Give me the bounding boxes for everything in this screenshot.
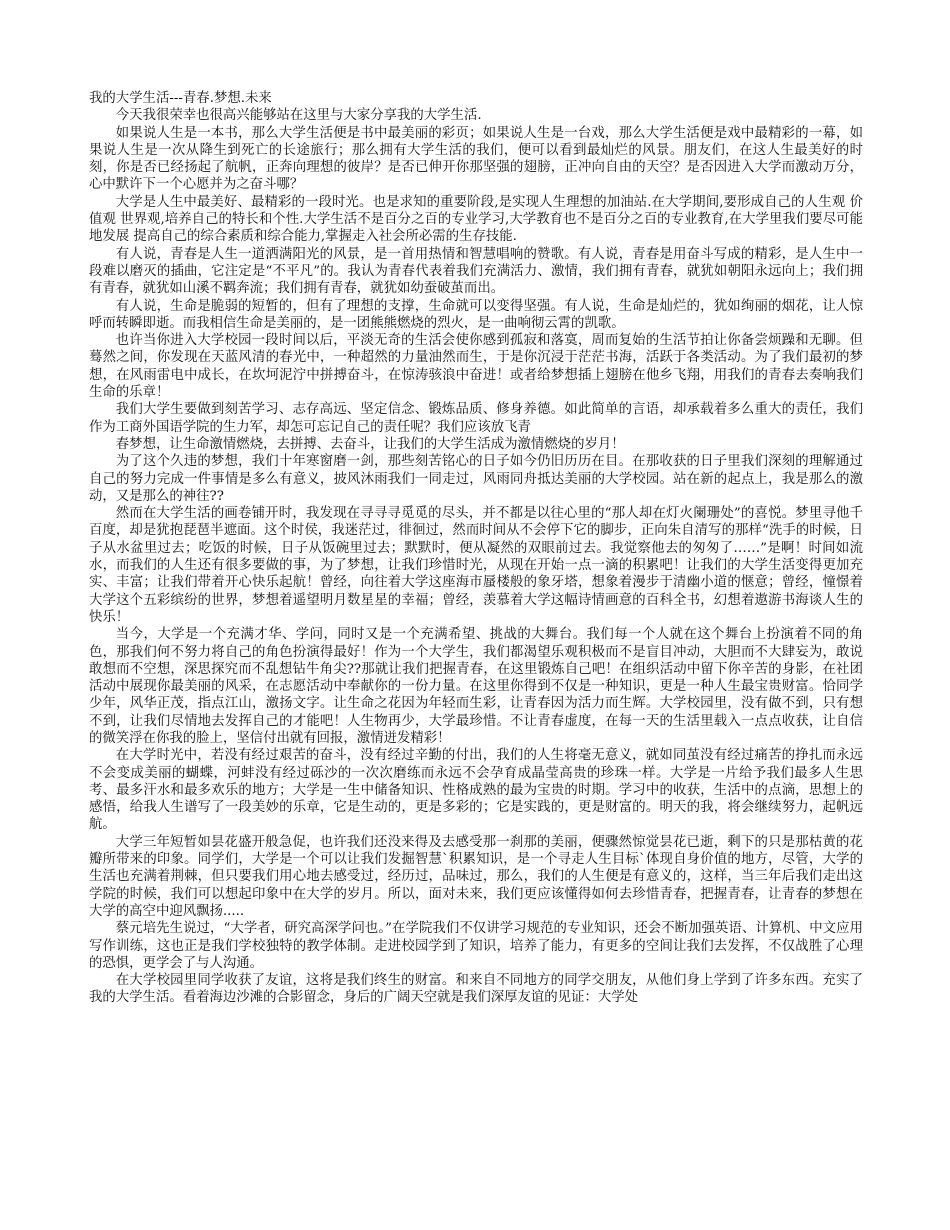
paragraph-cai-yuanpei: 蔡元培先生说过，“大学者，研究高深学问也。”在学院我们不仅讲学习规范的专业知识，还会不断加强英语、计算机、中文应用写作训练，这也正是我们学校独特的教学体制。走进校园学到了知识，培养了能力，有更多的空间让我们去发挥，不仅战胜了心理的恐惧，更学会了与人沟通。 — [89, 921, 863, 971]
paragraph-campus-routine: 也许当你进入大学校园一段时间以后，平淡无奇的生活会使你感到孤寂和落寞，周而复始的生活节拍让你备尝烦躁和无聊。但蓦然之间，你发现在天蓝风清的春光中，一种超然的力量油然而生，于是你沉浸于茫茫书海，活跃于各类活动。为了我们最初的梦想，在风雨雷电中成长，在坎坷泥泞中拼搏奋斗，在惊涛骇浪中奋进！或者给梦想插上翅膀在他乡飞翔，用我们的青春去奏响我们生命的乐章！ — [89, 333, 863, 401]
paragraph-hard-work: 在大学时光中，若没有经过艰苦的奋斗，没有经过辛勤的付出，我们的人生将毫无意义，就如同茧没有经过痛苦的挣扎而永远不会变成美丽的蝴蝶，河蚌没有经过砾沙的一次次磨练而永远不会孕育成晶莹高贵的珍珠一样。大学是一片给予我们最多人生思考、最多汗水和最多欢乐的地方；大学是一生中储备知识、性格成熟的最为宝贵的时期。学习中的收获，生活中的点滴，思想上的感悟，给我人生谱写了一段美妙的乐章，它是生动的，更是多彩的；它是实践的，更是财富的。明天的我，将会继续努力，起帆远航。 — [89, 748, 863, 833]
paragraph-friendship: 在大学校园里同学收获了友谊，这将是我们终生的财富。和来自不同地方的同学交朋友，从他们身上学到了许多东西。充实了我的大学生活。看着海边沙滩的合影留念，身后的广阔天空就是我们深厚友谊的见证：大学处 — [89, 973, 863, 1006]
document-page — [89, 90, 863, 1007]
paragraph-life-book: 如果说人生是一本书，那么大学生活便是书中最美丽的彩页；如果说人生是一台戏，那么大学生活便是戏中最精彩的一幕，如果说人生是一次从降生到死亡的长途旅行；那么拥有大学生活的我们，便可以看到最灿烂的风景。朋友们，在这人生最美好的时刻，你是否已经扬起了航帆，正奔向理想的彼岸？是否已伸开你那坚强的翅膀，正冲向自由的天空？是否因进入大学而激动万分，心中默许下一个心愿并为之奋斗哪？ — [89, 125, 863, 193]
paragraph-life-fragile: 有人说，生命是脆弱的短暂的，但有了理想的支撑，生命就可以变得坚强。有人说，生命是灿烂的，犹如绚丽的烟花，让人惊呼而转瞬即逝。而我相信生命是美丽的，是一团熊熊燃烧的烈火，是一曲响彻云霄的凯歌。 — [89, 298, 863, 331]
paragraph-three-years: 大学三年短暂如昙花盛开般急促，也许我们还没来得及去感受那一刹那的美丽，便骤然惊觉昙花已逝，剩下的只是那枯黄的花瓣所带来的印象。同学们，大学是一个可以让我们发掘智慧`积累知识，是一个寻走人生目标`体现自身价值的地方，尽管，大学的生活也充满着荆棘，但只要我们用心地去感受过，经历过，品味过，那么，我们的人生便是有意义的，这样，当三年后我们走出这学院的时候，我们可以想起印象中在大学的岁月。所以，面对未来，我们更应该懂得如何去珍惜青春，把握青春，让青春的梦想在大学的高空中迎风飘扬..... — [89, 834, 863, 919]
paragraph-best-time: 大学是人生中最美好、最精彩的一段时光。也是求知的重要阶段,是实现人生理想的加油站.在大学期间,要形成自己的人生观 价值观 世界观,培养自己的特长和个性.大学生活不是百分之百的专业学习,大学教育也不是百分之百的专业教育,在大学里我们要尽可能地发展 提高自己的综合素质和综合能力,掌握走入社会所必需的生存技能. — [89, 194, 863, 245]
paragraph-dream-burning: 春梦想，让生命激情燃烧，去拼搏、去奋斗，让我们的大学生活成为激情燃烧的岁月！ — [115, 436, 625, 452]
paragraph-big-stage: 当今，大学是一个充满才华、学问，同时又是一个充满希望、挑战的大舞台。我们每一个人就在这个舞台上扮演着不同的角色，那我们何不努力将自己的角色扮演得最好！作为一个大学生，我们都渴望乐观积极而不是盲目冲动，大胆而不大肆妄为，敢说敢想而不空想，深思探究而不乱想钻牛角尖??那就让我们把握青春，在这里锻炼自己吧！在组织活动中留下你辛苦的身影，在社团活动中展现你最美丽的风采，在志愿活动中奉献你的一份力量。在这里你得到不仅是一种知识，更是一种人生最宝贵财富。恰同学少年，风华正茂，指点江山，激扬文字。让生命之花因为年轻而生彩，让青春因为活力而生辉。大学校园里，没有做不到，只有想不到，让我们尽情地去发挥自己的才能吧！人生物再少，大学最珍惜。不让青春虚度，在每一天的生活里载入一点点收获，让自信的微笑浮在你我的脸上，坚信付出就有回报，激情迸发精彩！ — [89, 627, 863, 746]
paragraph-youth: 有人说，青春是人生一道洒满阳光的风景，是一首用热情和智慧唱响的赞歌。有人说，青春是用奋斗写成的精彩，是人生中一段难以磨灭的插曲，它注定是“不平凡”的。我认为青春代表着我们充满活力、激情，我们拥有青春，就犹如朝阳永远向上；我们拥有青春，就犹如山溪不羁奔流；我们拥有青春，就犹如幼蚕破茧而出。 — [89, 246, 863, 297]
paragraph-time-flows: 然而在大学生活的画卷铺开时，我发现在寻寻寻觅觅的尽头，并不都是以往心里的“那人却在灯火阑珊处”的喜悦。梦里寻他千百度，却是犹抱琵琶半遮面。这个时侯，我迷茫过，徘徊过，然而时间从不会停下它的脚步，正向朱自清写的那样“洗手的时候，日子从水盆里过去；吃饭的时候，日子从饭碗里过去；默默时，便从凝然的双眼前过去。我觉察他去的匆匆了……”是啊！时间如流水，而我们的人生还有很多要做的事，为了梦想，让我们珍惜时光，从现在开始一点一滴的积累吧！让我们的大学生活变得更加充实、丰富；让我们带着开心快乐起航！曾经，向往着大学这座海市蜃楼般的象牙塔，想象着漫步于清幽小道的惬意；曾经，憧憬着大学这个五彩缤纷的世界，梦想着遥望明月数星星的幸福；曾经，羡慕着大学这幅诗情画意的百科全书，幻想着遨游书海谈人生的快乐！ — [89, 506, 863, 625]
paragraph-opening: 今天我很荣幸也很高兴能够站在这里与大家分享我的大学生活. — [115, 108, 482, 124]
paragraph-long-dream: 为了这个久违的梦想，我们十年寒窗磨一剑，那些刻苦铭心的日子如今仍旧历历在目。在那收获的日子里我们深刻的理解通过自己的努力完成一件事情是多么有意义，披风沐雨我们一同走过，风雨同舟抵达美丽的大学校园。站在新的起点上，我是那么的激动，又是那么的神往?? — [89, 454, 863, 504]
paragraph-responsibility: 我们大学生要做到刻苦学习、志存高远、坚定信念、锻炼品质、修身养德。如此简单的言语，却承载着多么重大的责任，我们作为工商外国语学院的生力军，却怎可忘记自己的责任呢？我们应该放飞青 — [89, 402, 863, 435]
document-title: 我的大学生活---青春.梦想.未来 — [89, 91, 272, 106]
